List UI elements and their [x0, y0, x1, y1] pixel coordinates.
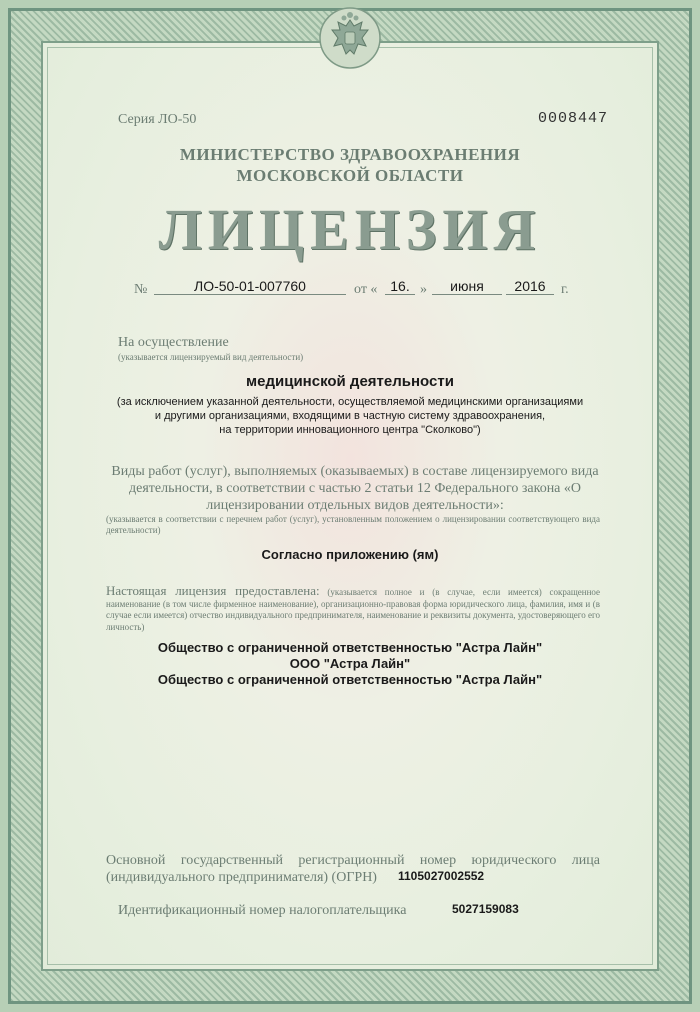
ministry-line: МИНИСТЕРСТВО ЗДРАВООХРАНЕНИЯ	[179, 145, 521, 164]
double-headed-eagle-emblem-icon	[318, 6, 382, 70]
activity-main: медицинской деятельности	[246, 373, 454, 390]
holder-line: ООО "Астра Лайн"	[289, 656, 411, 671]
ministry-line: МОСКОВСКОЙ ОБЛАСТИ	[236, 166, 464, 185]
ministry-heading	[100, 144, 600, 186]
document-title: ЛИЦЕНЗИЯ	[158, 197, 542, 262]
license-number: ЛО-50-01-007760	[154, 278, 346, 295]
granted-block	[106, 585, 600, 633]
activity-label: На осуществление	[118, 335, 229, 350]
granted-hint: (указывается полное и (в случае, если имеется) сокращенное наименование (в том числе фирменное наименование), организационно-правовая форма юридического лица, фамилия, имя и (в случае если имеется) отчество индивидуального предпринимателя, наименование и реквизиты документа, удостоверяющего его личность)	[106, 587, 600, 632]
ogrn-label: Основной государственный регистрационный номер юридического лица (индивидуального предпринимателя) (ОГРН)	[106, 853, 600, 885]
ogrn-value: 1105027002552	[398, 869, 485, 883]
date-from-text: от «	[354, 282, 378, 297]
date-close-quote: »	[420, 282, 427, 297]
holder-line: Общество с ограниченной ответственностью "Астра Лайн"	[157, 672, 543, 687]
works-hint: (указывается в соответствии с перечнем работ (услуг), установленным положением о лицензировании соответствующего вида деятельности)	[106, 514, 600, 535]
series-label: Серия ЛО-50	[118, 112, 197, 127]
inn-value: 5027159083	[452, 902, 519, 916]
number-label: №	[134, 282, 148, 297]
license-month: июня	[432, 278, 502, 295]
works-label: Виды работ (услуг), выполняемых (оказываемых) в составе лицензируемого вида деятельности, в соответствии с частью 2 статьи 12 Федерального закона «О лицензировании отдельных видов деятельности»:	[111, 464, 599, 513]
holder-line: Общество с ограниченной ответственностью "Астра Лайн"	[157, 640, 543, 655]
date-from-label	[354, 282, 377, 298]
license-holder	[100, 640, 600, 688]
serial-number: 0008447	[538, 110, 609, 127]
granted-label: Настоящая лицензия предоставлена:	[106, 583, 320, 598]
activity-description-line: (за исключением указанной деятельности, осуществляемой медицинскими организациями	[116, 396, 584, 408]
activity-description-line: и другими организациями, входящими в частную систему здравоохранения,	[154, 410, 546, 422]
license-year: 2016	[506, 278, 554, 295]
year-suffix: г.	[561, 282, 569, 297]
activity-description	[100, 395, 600, 437]
inn-label: Идентификационный номер налогоплательщика	[118, 903, 407, 918]
license-day: 16.	[385, 278, 415, 295]
activity-hint: (указывается лицензируемый вид деятельности)	[118, 352, 304, 362]
activity-description-line: на территории инновационного центра "Сколково")	[219, 424, 481, 436]
works-value: Согласно приложению (ям)	[261, 547, 439, 562]
